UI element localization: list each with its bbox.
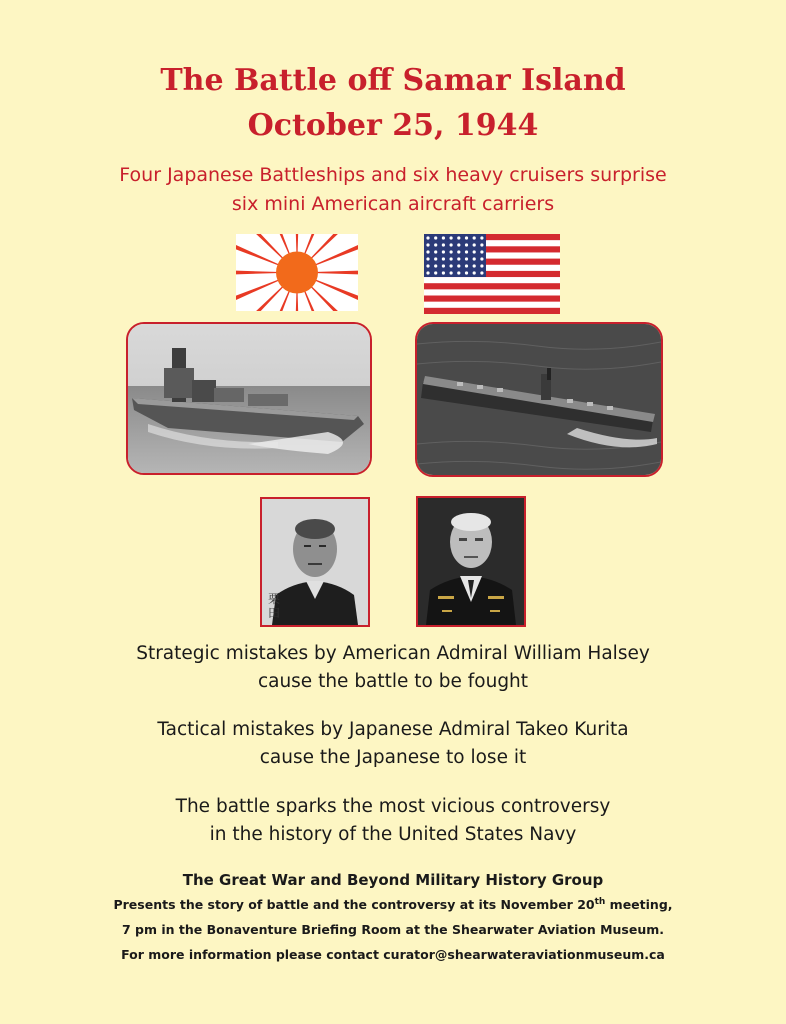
statement-kurita-line-2: cause the Japanese to lose it — [259, 747, 527, 768]
flag-star — [450, 250, 453, 253]
flag-star — [465, 264, 468, 267]
flag-star — [457, 271, 460, 274]
flag-star — [480, 257, 483, 260]
flag-star — [450, 271, 453, 274]
flag-star — [457, 264, 460, 267]
flag-star — [457, 236, 460, 239]
kurita-image — [262, 499, 368, 625]
flag-star — [450, 264, 453, 267]
flag-star — [465, 250, 468, 253]
flag-star — [473, 250, 476, 253]
flag-star — [473, 264, 476, 267]
footer-contact-line: For more information please contact curator@shearwateraviationmuseum.ca — [121, 947, 665, 962]
flag-star — [480, 236, 483, 239]
statement-halsey-line-2: cause the battle to be fought — [257, 671, 529, 692]
flag-star — [442, 264, 445, 267]
flag-star — [480, 243, 483, 246]
flag-star — [450, 243, 453, 246]
flag-star — [442, 236, 445, 239]
flag-star — [434, 236, 437, 239]
subtitle-line-1: Four Japanese Battleships and six heavy cruisers surprise — [119, 164, 667, 186]
flag-star — [434, 271, 437, 274]
statement-halsey-line-1: Strategic mistakes by American Admiral William Halsey — [136, 643, 650, 664]
aircraft-carrier-image — [417, 324, 661, 475]
flag-star — [473, 271, 476, 274]
statement-controversy-line-1: The battle sparks the most vicious controversy — [175, 796, 611, 817]
halsey-image — [418, 498, 524, 625]
flag-star — [426, 264, 429, 267]
battleship-photo — [126, 322, 372, 475]
japanese-rising-sun-flag-icon — [236, 234, 358, 311]
flag-star — [442, 271, 445, 274]
flag-star — [426, 250, 429, 253]
flag-star — [442, 243, 445, 246]
flag-star — [434, 243, 437, 246]
svg-text:田: 田 — [268, 606, 281, 620]
flag-star — [457, 243, 460, 246]
american-48-star-flag-icon — [424, 234, 560, 314]
flag-star — [434, 250, 437, 253]
flag-star — [434, 264, 437, 267]
footer-location-line: 7 pm in the Bonaventure Briefing Room at the Shearwater Aviation Museum. — [121, 922, 665, 937]
flag-star — [442, 257, 445, 260]
statement-controversy-line-2: in the history of the United States Navy — [209, 824, 577, 845]
flag-star — [465, 257, 468, 260]
admiral-halsey-portrait — [416, 496, 526, 627]
flag-star — [465, 271, 468, 274]
flag-star — [473, 236, 476, 239]
flag-star — [426, 236, 429, 239]
footer-ordinal-suffix: th — [594, 897, 606, 907]
flag-star — [426, 271, 429, 274]
flag-star — [442, 250, 445, 253]
flag-star — [457, 257, 460, 260]
flag-star — [450, 257, 453, 260]
flag-star — [480, 264, 483, 267]
battleship-image — [128, 324, 370, 473]
title-line-2: October 25, 1944 — [247, 108, 539, 143]
flag-star — [426, 243, 429, 246]
flag-star — [434, 257, 437, 260]
subtitle-line-2: six mini American aircraft carriers — [231, 193, 555, 215]
flag-star — [473, 243, 476, 246]
footer-meeting-line — [0, 897, 786, 912]
footer-meeting-suffix: meeting, — [605, 897, 673, 913]
flag-star — [473, 257, 476, 260]
statement-kurita-line-1: Tactical mistakes by Japanese Admiral Takeo Kurita — [157, 719, 629, 740]
footer-meeting-text: Presents the story of battle and the controversy at its November 20 — [113, 897, 595, 913]
svg-text:栗: 栗 — [268, 592, 281, 606]
admiral-kurita-portrait — [260, 497, 370, 627]
flag-star — [426, 257, 429, 260]
organization-name: The Great War and Beyond Military History Group — [182, 871, 604, 889]
flag-star — [457, 250, 460, 253]
aircraft-carrier-photo — [415, 322, 663, 477]
flag-star — [465, 243, 468, 246]
flag-star — [450, 236, 453, 239]
flag-star — [480, 250, 483, 253]
flag-star — [480, 271, 483, 274]
title-line-1: The Battle off Samar Island — [160, 63, 626, 98]
flag-star — [465, 236, 468, 239]
